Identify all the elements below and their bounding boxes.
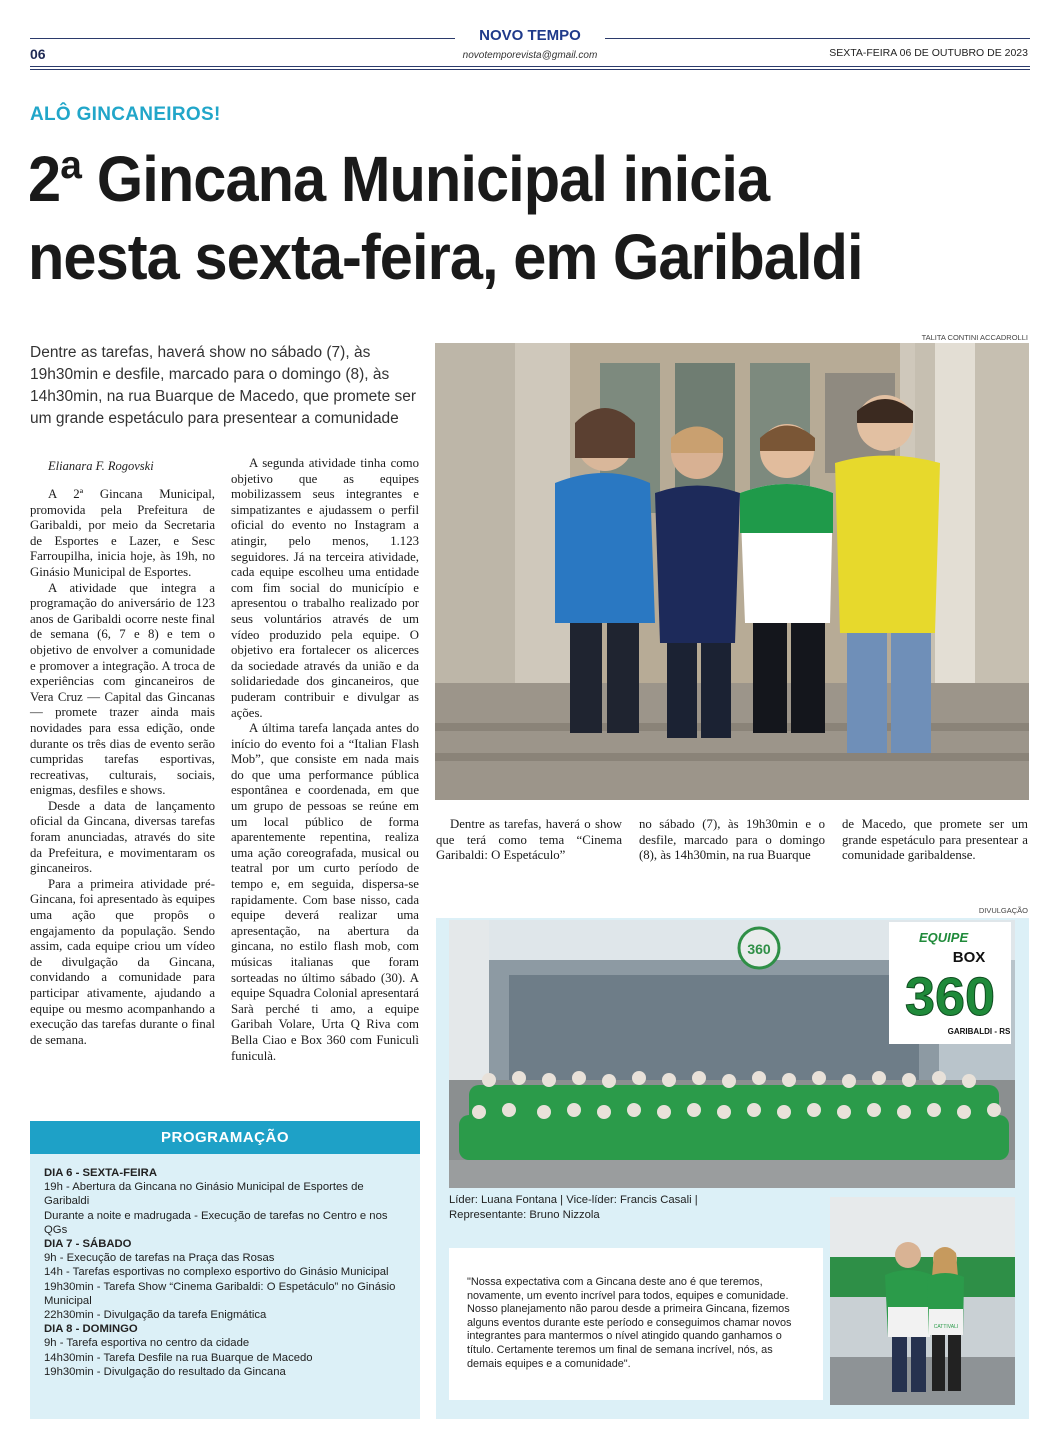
logo-city: GARIBALDI - RS [947,1027,1011,1036]
photo-caption-part-1: Dentre as tarefas, haverá o show que terá como tema “Cinema Garibaldi: O Espetáculo” [436,817,622,863]
schedule-day: DIA 6 - SEXTA-FEIRA [44,1167,157,1179]
leaders-line-1: Líder: Luana Fontana | Vice-líder: Francis Casali | [449,1194,698,1206]
standfirst: Dentre as tarefas, haverá show no sábado (7), às 19h30min e desfile, marcado para o domingo (8), às 14h30min, na rua Buarque de Macedo, que promete ser um grande espetáculo para presentear a comunidade [30,344,417,427]
paragraph: A atividade que integra a programação do aniversário de 123 anos de Garibaldi ocorre neste final de semana (6, 7 e 8) e tem o objetivo de envolver a comunidade e promover a integração. A troca de experiências com gincaneiros de Vera Cruz — Capital das Gincanas — promete trazer ainda mais novidades para essa edição, onde durante os três dias de evento serão cumpridas tarefas esportivas, recreativas, culturais, sociais, enigmas, desfiles e shows. [30,580,215,798]
schedule-day: DIA 8 - DOMINGO [44,1323,138,1336]
programacao-list [30,1154,420,1379]
team-group-photo [449,920,1015,1188]
header-rule-bottom [30,66,1030,67]
logo-box: BOX [952,949,986,966]
header-rule-bottom-2 [30,69,1030,70]
store-sign-360: 360 [747,941,771,957]
schedule-item: 9h - Tarefa esportiva no centro da cidade [44,1337,250,1350]
issue-date: SEXTA-FEIRA 06 DE OUTUBRO DE 2023 [829,47,1028,59]
paragraph: Para a primeira atividade pré-Gincana, foi apresentado às equipes uma ação que propôs o engajamento da população. Sendo assim, cada equipe criou um vídeo de divulgação da Gincana, convidando a comunidade para participar ativamente, ajudando a equipe ou mesmo acompanhando a execução das tarefas durante o final de semana. [30,876,215,1047]
schedule-item: 14h - Tarefas esportivas no complexo esportivo do Ginásio Municipal [44,1266,389,1279]
leaders-photo [830,1197,1015,1405]
team-photo-credit: DIVULGAÇÃO [978,906,1028,915]
schedule-item: Durante a noite e madrugada - Execução de tarefas no Centro e nos QGs [44,1209,388,1236]
schedule-item: 19h30min - Divulgação do resultado da Gincana [44,1365,286,1378]
shirt-text: CATTIVALI [933,1324,959,1330]
logo-number: 360 [904,967,996,1027]
article-column-1 [30,487,215,1048]
team-leaders [449,1193,739,1222]
headline-line-2: nesta sexta-feira, em Garibaldi [28,221,863,293]
schedule-item: 22h30min - Divulgação da tarefa Enigmática [44,1309,267,1322]
schedule-item: 19h - Abertura da Gincana no Ginásio Municipal de Esportes de Garibaldi [44,1181,364,1208]
schedule-item: 9h - Execução de tarefas na Praça das Rosas [44,1252,275,1265]
paragraph: A última tarefa lançada antes do início do evento foi a “Italian Flash Mob”, que consiste em nada mais do que uma performance pública espontânea e coordenada, em que um grupo de pessoas se reúne em um local público de forma aparentemente repentina, realiza uma ação coreografada, musical ou teatral por um curto período de tempo e, em seguida, dispersa-se rapidamente. Com base nisso, cada equipe deverá realizar uma apresentação, na abertura da gincana, no estilo flash mob, com músicas italianas que foram sorteadas no último sábado (30). A equipe Squadra Colonial apresentará Sarà perché ti amo, a equipe Garibah Volare, Urta Q Riva com Bella Ciao e Box 360 com Funiculì funiculà. [231,721,419,1063]
newspaper-brand: NOVO TEMPO [455,27,605,44]
paragraph: Desde a data de lançamento oficial da Gincana, diversas tarefas foram anunciadas, através do site da Prefeitura, e movimentaram os gincaneiros. [30,798,215,876]
main-photo-illustration [435,343,1029,800]
section-kicker: ALÔ GINCANEIROS! [30,104,221,125]
photo-caption-part-3: de Macedo, que promete ser um grande espetáculo para presentear a comunidade garibaldense. [842,817,1028,863]
headline [28,140,967,296]
article-column-2 [231,456,419,1064]
byline: Elianara F. Rogovski [48,459,154,473]
paragraph: A 2ª Gincana Municipal, promovida pela Prefeitura de Garibaldi, por meio da Secretaria de Esportes e Lazer, e Sesc Farroupilha, inicia hoje, às 19h, no Ginásio Municipal de Esportes. [30,487,215,579]
page-number: 06 [30,46,46,62]
main-photo [435,343,1029,800]
paragraph: A segunda atividade tinha como objetivo que as equipes mobilizassem seus integrantes e simpatizantes e ajudassem o perfil oficial do evento no Instagram a atingir, pelo menos, 1.123 seguidores. Já na terceira atividade, cada equipe escolheu uma entidade com fim social do município e apresentou o trabalho realizado por seus voluntários através de um vídeo produzido pela equipe. O objetivo era fortalecer os alicerces da sociedade através da união e da solidariedade dos gincaneiros, que puderam contribuir e divulgar as ações. [231,456,419,720]
schedule-item: 19h30min - Tarefa Show “Cinema Garibaldi: O Espetáculo” no Ginásio Municipal [44,1280,396,1307]
headline-line-1: 2ª Gincana Municipal inicia [28,143,770,215]
leaders-photo-illustration [830,1197,1015,1405]
schedule-day: DIA 7 - SÁBADO [44,1238,132,1251]
programacao-title: PROGRAMAÇÃO [30,1121,420,1154]
programacao-box [30,1121,420,1419]
logo-equipe: EQUIPE [919,930,969,945]
schedule-item: 14h30min - Tarefa Desfile na rua Buarque de Macedo [44,1351,313,1364]
team-quote: "Nossa expectativa com a Gincana deste ano é que teremos, novamente, um evento incrível para todos, equipes e comunidade. Nosso planejamento não parou desde a primeira Gincana, fizemos alguns eventos durante este período e conseguimos chamar novos integrantes para mantermos o nível atingido quando ganhamos o título. Certamente teremos um final de semana incrível, nós, as demais equipes e a comunidade". [449,1248,823,1400]
newspaper-email[interactable]: novotemporevista@gmail.com [462,50,598,61]
photo-credit: TALITA CONTINI ACCADROLLI [921,333,1028,342]
team-photo-illustration [449,920,1015,1188]
leaders-line-2: Representante: Bruno Nizzola [449,1208,600,1221]
photo-caption-part-2: no sábado (7), às 19h30min e o desfile, marcado para o domingo (8), às 14h30min, na rua Buarque [639,817,825,863]
